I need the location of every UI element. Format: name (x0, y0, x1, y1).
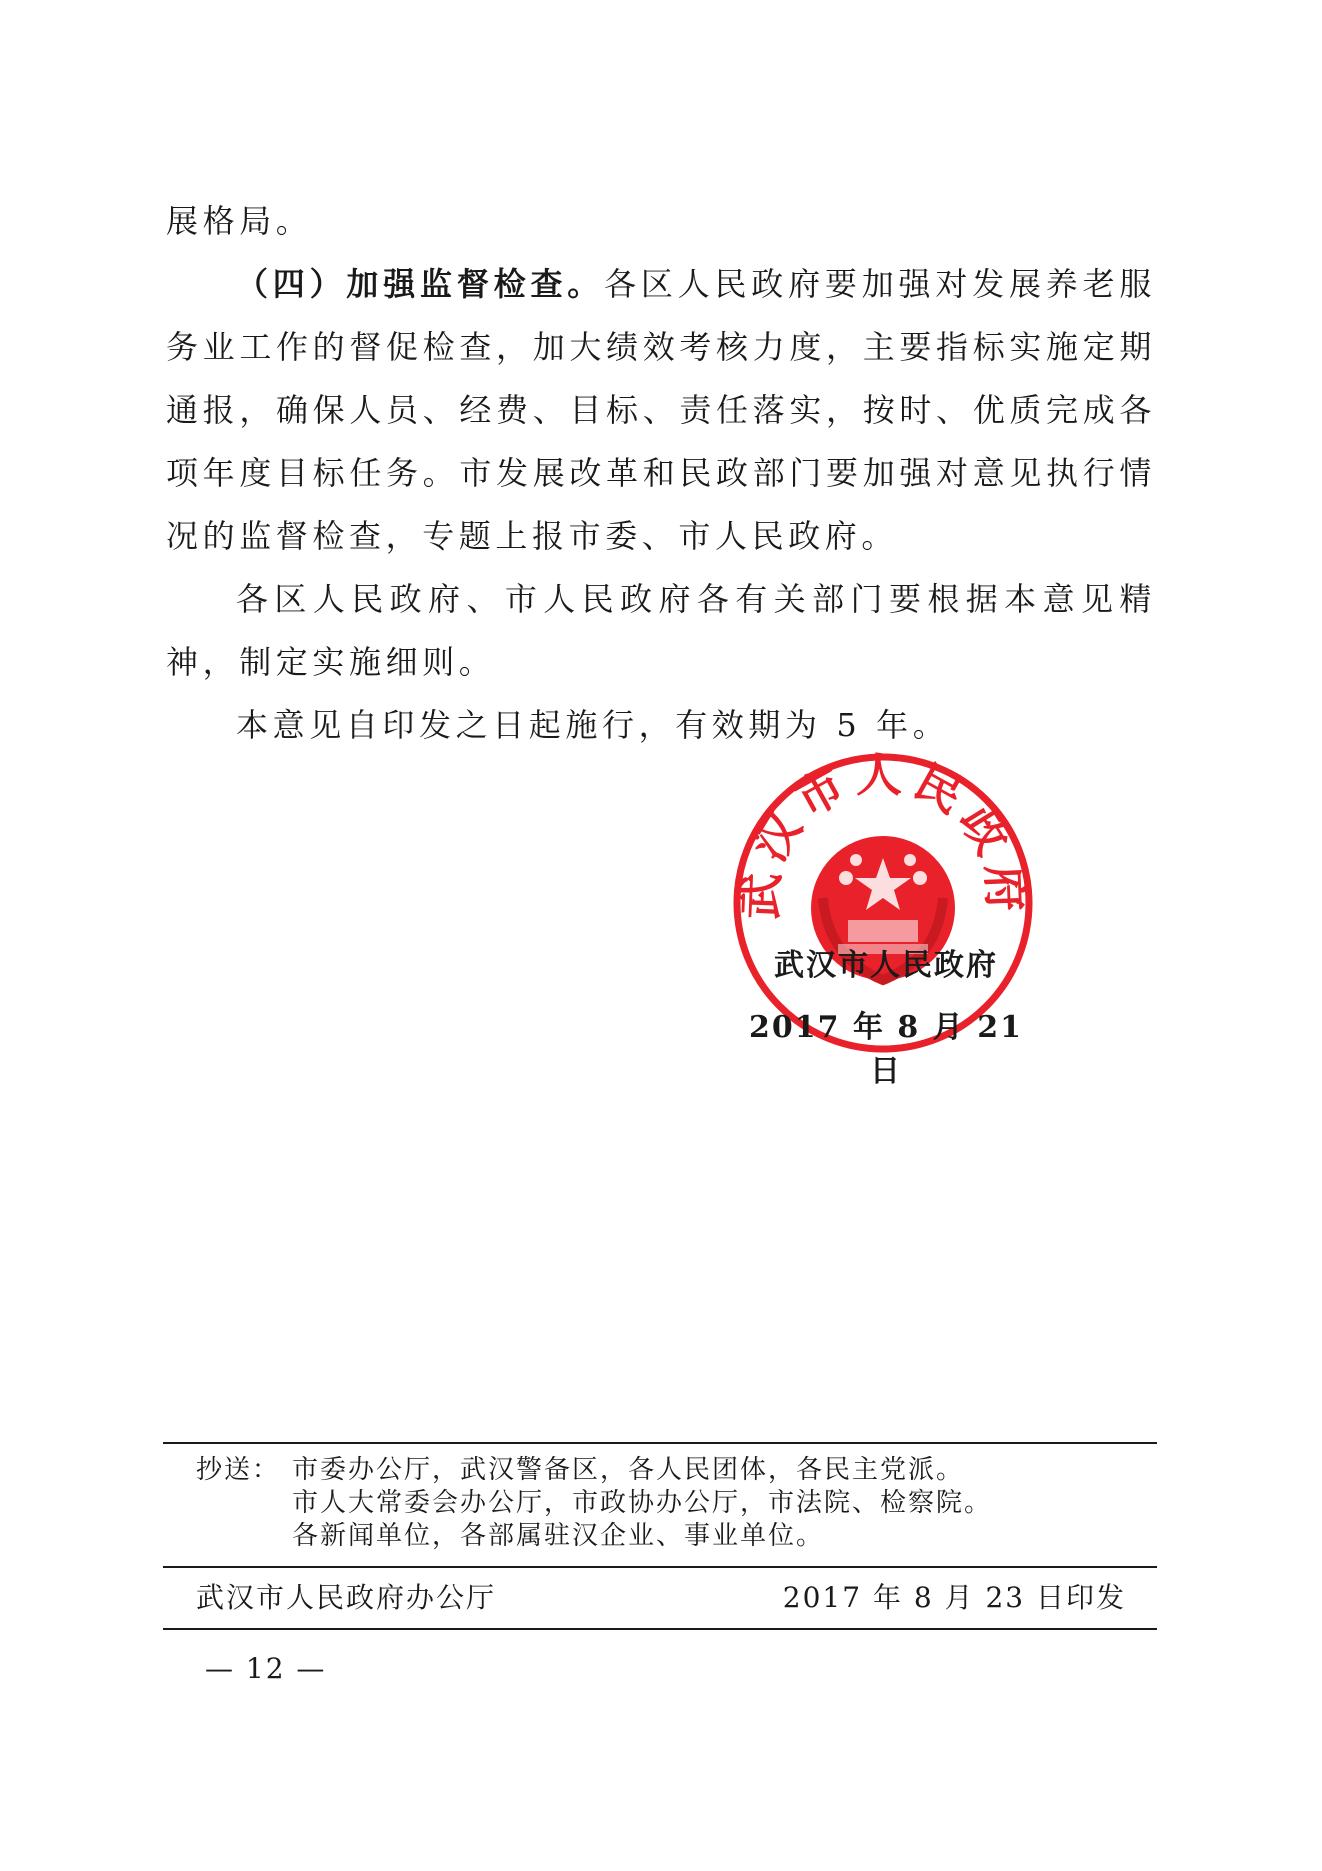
copy-to-line: 各新闻单位，各部属驻汉企业、事业单位。 (292, 1521, 825, 1551)
copy-to-label: 抄送： (196, 1455, 281, 1485)
issuer-name: 武汉市人民政府办公厅 (196, 1581, 497, 1614)
signoff-date: 2017 年 8 月 21 日 (749, 1010, 1023, 1089)
copy-to-line: 市委办公厅，武汉警备区，各人民团体，各民主党派。 (292, 1455, 965, 1485)
signoff-organization: 武汉市人民政府 (774, 948, 998, 983)
divider-line (163, 1566, 1157, 1568)
paragraph-effective-date: 本意见自印发之日起施行，有效期为 5 年。 (236, 706, 950, 744)
issue-date: 2017 年 8 月 23 日印发 (782, 1581, 1126, 1614)
paragraph-supervision (166, 253, 1156, 568)
paragraph-supervision-text: 各区人民政府要加强对发展养老服务业工作的督促检查，加大绩效考核力度，主要指标实施定期通报，确保人员、经费、目标、责任落实，按时、优质完成各项年度目标任务。市发展改革和民政部门要加强对意见执行情况的监督检查，专题上报市委、市人民政府。 (166, 265, 1156, 555)
page-number: — 12 — (205, 1652, 327, 1685)
paragraph-continuation: 展格局。 (166, 202, 313, 240)
copy-to-section (196, 1454, 1096, 1553)
issuer-row (196, 1578, 1126, 1618)
divider-line (163, 1442, 1157, 1444)
paragraph-implementation: 各区人民政府、市人民政府各有关部门要根据本意见精神，制定实施细则。 (166, 580, 1156, 681)
copy-to-line: 市人大常委会办公厅，市政协办公厅，市法院、检察院。 (292, 1488, 993, 1518)
document-body (166, 190, 1156, 757)
seal-text: 武汉市人民政府 (733, 748, 1033, 921)
divider-line (163, 1628, 1157, 1630)
section-heading-supervision: （四）加强监督检查。 (236, 265, 605, 303)
